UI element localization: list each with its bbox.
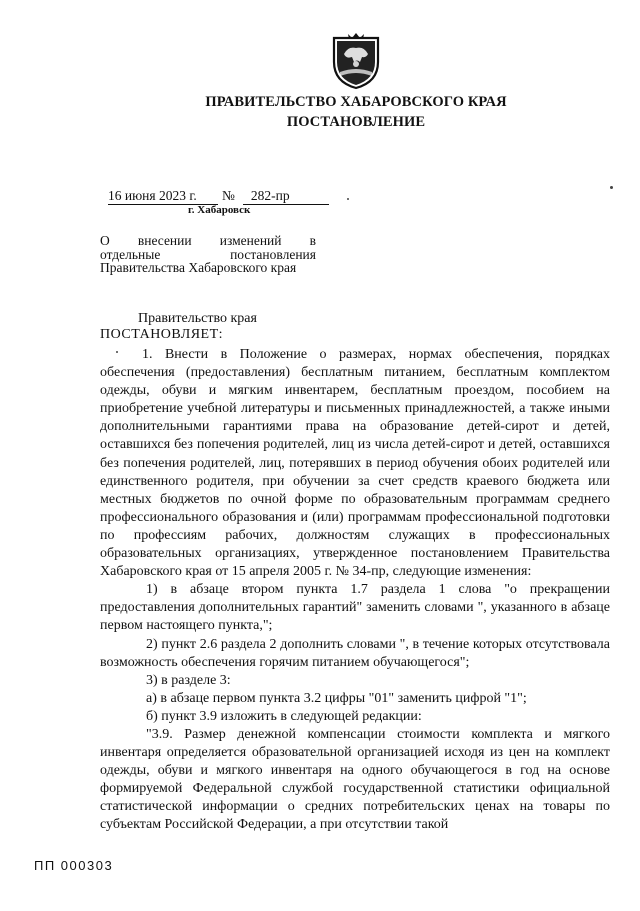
form-code: ПП 000303	[34, 858, 114, 873]
document-type-title: ПОСТАНОВЛЕНИЕ	[286, 114, 426, 130]
scan-speck	[610, 186, 613, 189]
quoted-new-text: "3.9. Размер денежной компенсации стоимости комплекта и мягкого инвентаря определяется образовательной организацией исходя из цен на комплект одежды, обуви и мягкого инвентаря на одного обучающегося в год на основе формируемой Федеральной службой государственной статистики официальной статистической информации о средних потребительских ценах на товары по субъектам Российской Федерации, а при отсутствии такой	[100, 726, 610, 833]
decree-number: 282-пр	[243, 188, 329, 205]
decree-date: 16 июня 2023 г.	[108, 188, 218, 205]
subitem-3a: а) в абзаце первом пункта 3.2 цифры "01" заменить цифрой "1";	[146, 690, 527, 706]
city-name: г. Хабаровск	[188, 204, 251, 216]
subitem-1: 1) в абзаце втором пункта 1.7 раздела 1 слова "о прекращении предоставления дополнительных гарантий" заменить словами ", указанного в абзаце первом настоящего пункта,";	[100, 582, 610, 634]
resolves-heading: ПОСТАНОВЛЯЕТ:	[100, 327, 224, 342]
scan-speck	[347, 198, 349, 200]
government-name: ПРАВИТЕЛЬСТВО ХАБАРОВСКОГО КРАЯ	[205, 94, 507, 110]
decree-subject	[100, 234, 316, 275]
issuing-authority: Правительство края	[138, 311, 257, 326]
subitem-2: 2) пункт 2.6 раздела 2 дополнить словами ", в течение которых отсутствовала возможность обеспечения горячим питанием обучающегося";	[100, 636, 610, 670]
date-number-line	[108, 188, 329, 205]
subject-line: отдельные постановления	[100, 246, 316, 262]
subitem-3: 3) в разделе 3:	[146, 672, 231, 688]
subject-line: Правительства Хабаровского края	[100, 260, 297, 275]
paragraph-item-1: 1. Внести в Положение о размерах, нормах обеспечения, порядках обеспечения (предоставления) бесплатным питанием, бесплатным комплектом одежды, обуви и мягким инвентарем, бесплатным проездом, пособием на приобретение учебной литературы и письменных принадлежностей, а также иными дополнительными гарантиями права на образование детей-сирот и детей, оставшихся без попечения родителей, лиц из числа детей-сирот и детей, оставшихся без попечения родителей, лиц, потерявших в период обучения обоих родителей или единственного родителя, при обучении за счет средств краевого бюджета или местных бюджетов по очной форме по образовательным программам среднего профессионального образования и (или) программам профессиональной подготовки по профессиям рабочих, должностям служащих в профессиональных образовательных организациях, утвержденное постановлением Правительства Хабаровского края от 15 апреля 2005 г. № 34-пр, следующие изменения:	[100, 347, 610, 580]
subject-line: О внесении изменений в	[100, 233, 316, 248]
decree-body	[100, 346, 610, 835]
scan-speck	[116, 351, 118, 353]
number-label: №	[222, 188, 235, 203]
subitem-3b: б) пункт 3.9 изложить в следующей редакции:	[146, 708, 422, 724]
coat-of-arms-icon	[330, 32, 382, 90]
